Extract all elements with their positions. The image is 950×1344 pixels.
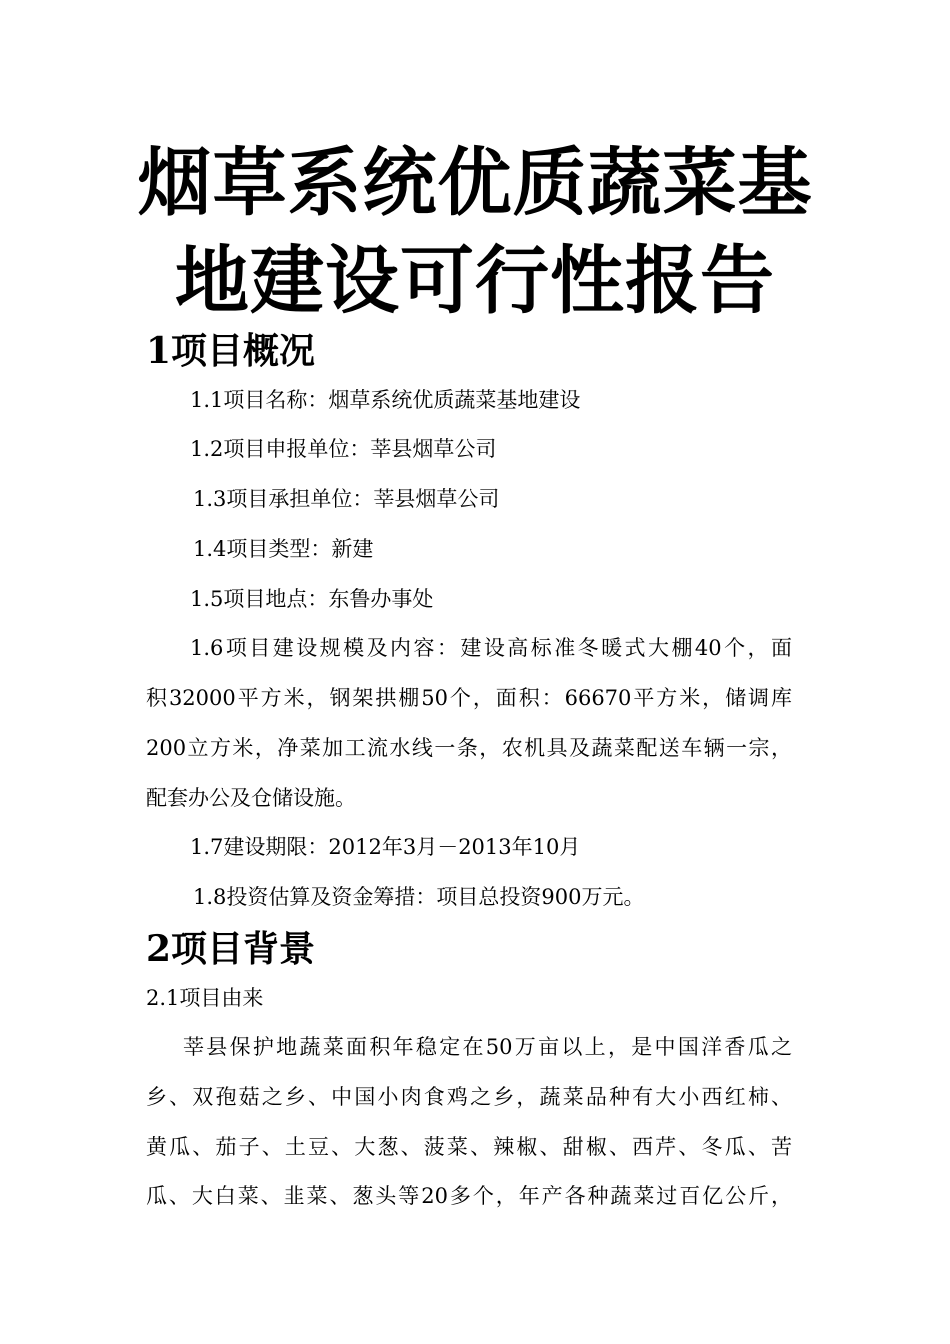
- paragraph-2-1-line-1: 莘县保护地蔬菜面积年稳定在50万亩以上，是中国洋香瓜之: [183, 1035, 792, 1059]
- item-1-8: 1.8投资估算及资金筹措：项目总投资900万元。: [193, 885, 645, 909]
- paragraph-2-1-line-3: 黄瓜、茄子、土豆、大葱、菠菜、辣椒、甜椒、西芹、冬瓜、苦: [146, 1135, 792, 1159]
- item-1-4: 1.4项目类型：新建: [193, 537, 374, 561]
- paragraph-2-1-line-4: 瓜、大白菜、韭菜、葱头等20多个，年产各种蔬菜过百亿公斤，: [146, 1184, 792, 1208]
- item-1-6-line-3: 200立方米，净菜加工流水线一条，农机具及蔬菜配送车辆一宗，: [146, 736, 792, 760]
- item-1-6-line-4: 配套办公及仓储设施。: [146, 786, 356, 810]
- section-2-heading: 2项目背景: [146, 928, 316, 970]
- item-1-2: 1.2项目申报单位：莘县烟草公司: [190, 437, 497, 461]
- paragraph-2-1-line-2: 乡、双孢菇之乡、中国小肉食鸡之乡，蔬菜品种有大小西红柿、: [146, 1085, 792, 1109]
- item-1-5: 1.5项目地点：东鲁办事处: [190, 587, 434, 611]
- item-1-7: 1.7建设期限：2012年3月－2013年10月: [190, 835, 581, 859]
- document-title-line-1: 烟草系统优质蔬菜基: [137, 140, 813, 226]
- subsection-2-1-heading: 2.1项目由来: [146, 986, 264, 1010]
- item-1-3: 1.3项目承担单位：莘县烟草公司: [193, 487, 500, 511]
- document-title-line-2: 地建设可行性报告: [175, 238, 775, 324]
- item-1-6-line-1: 1.6项目建设规模及内容：建设高标准冬暖式大棚40个，面: [190, 636, 792, 660]
- item-1-1: 1.1项目名称：烟草系统优质蔬菜基地建设: [190, 388, 581, 412]
- item-1-6-line-2: 积32000平方米，钢架拱棚50个，面积：66670平方米，储调库: [146, 686, 792, 710]
- section-1-heading: 1项目概况: [146, 330, 316, 372]
